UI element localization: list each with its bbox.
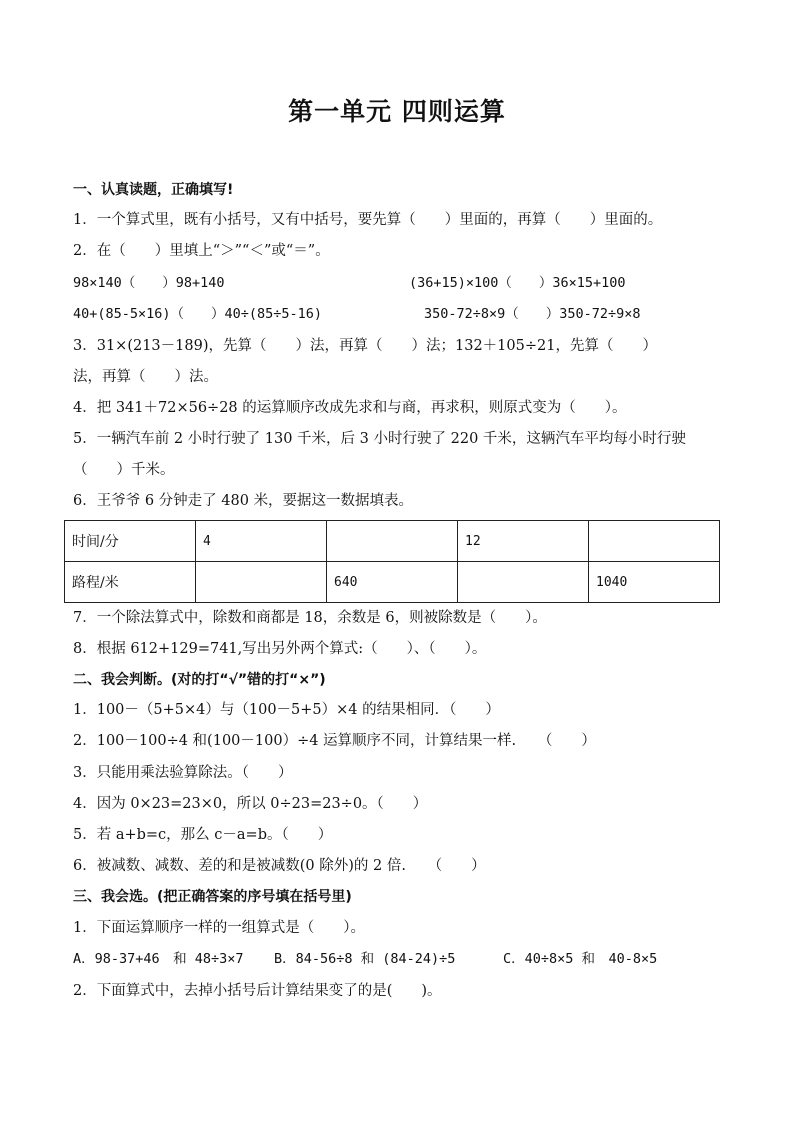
- table-cell: [196, 562, 327, 603]
- question-1-6: 6．王爷爷 6 分钟走了 480 米，要据这一数据填表。: [73, 493, 414, 509]
- question-2-6: 6．被减数、减数、差的和是被减数(0 除外)的 2 倍. （ ）: [73, 858, 486, 874]
- compare-c: 40+(85-5×16)（ ）40÷(85÷5-16): [73, 306, 323, 322]
- table-cell: 640: [327, 562, 458, 603]
- question-2-3: 3．只能用乘法验算除法。（ ）: [73, 765, 293, 781]
- compare-d: 350-72÷8×9（ ）350-72÷9×8: [424, 306, 641, 322]
- section3-heading: 三、我会选。(把正确答案的序号填在括号里): [73, 889, 352, 905]
- section1-heading: 一、认真读题，正确填写!: [73, 182, 234, 198]
- table-cell: 12: [458, 521, 589, 562]
- question-3-1-option-a: A．98-37+46 和 48÷3×7: [73, 951, 244, 967]
- question-3-1-option-b: B．84-56÷8 和 (84-24)÷5: [274, 951, 456, 967]
- table-cell: 4: [196, 521, 327, 562]
- question-1-3-line1: 3．31×(213－189)，先算（ ）法，再算（ ）法；132＋105÷21，先算（ ）: [73, 338, 657, 354]
- question-1-2: 2．在（ ）里填上“＞”“＜”或“＝”。: [73, 243, 330, 259]
- table-cell: 路程/米: [65, 562, 196, 603]
- question-1-4: 4．把 341＋72×56÷28 的运算顺序改成先求和与商，再求积，则原式变为（ ）。: [73, 400, 627, 416]
- question-1-5-line1: 5．一辆汽车前 2 小时行驶了 130 千米，后 3 小时行驶了 220 千米，这辆汽车平均每小时行驶: [73, 431, 686, 447]
- table-cell: [458, 562, 589, 603]
- question-1-5-line2: （ ）千米。: [73, 462, 175, 478]
- table-cell: [327, 521, 458, 562]
- table-cell: [589, 521, 720, 562]
- question-3-1-option-c: C．40÷8×5 和 40-8×5: [503, 951, 658, 967]
- section2-heading: 二、我会判断。(对的打“√”错的打“×”): [73, 672, 326, 688]
- compare-a: 98×140（ ）98+140: [73, 275, 225, 291]
- question-1-1: 1．一个算式里，既有小括号，又有中括号，要先算（ ）里面的，再算（ ）里面的。: [73, 212, 663, 228]
- question-2-2: 2．100－100÷4 和(100－100）÷4 运算顺序不同，计算结果一样. （ ）: [73, 733, 596, 749]
- time-distance-table: [64, 520, 720, 603]
- question-2-5: 5．若 a+b=c，那么 c－a=b。（ ）: [73, 827, 333, 843]
- question-1-7: 7．一个除法算式中，除数和商都是 18，余数是 6，则被除数是（ ）。: [73, 610, 547, 626]
- question-3-2: 2．下面算式中，去掉小括号后计算结果变了的是( )。: [73, 983, 442, 999]
- question-2-4: 4．因为 0×23=23×0，所以 0÷23=23÷0。（ ）: [73, 796, 428, 812]
- question-2-1: 1．100－（5+5×4）与（100－5+5）×4 的结果相同．（ ）: [73, 702, 500, 718]
- question-3-1: 1．下面运算顺序一样的一组算式是（ ）。: [73, 920, 365, 936]
- compare-b: (36+15)×100（ ）36×15+100: [409, 275, 626, 291]
- table-cell: 1040: [589, 562, 720, 603]
- table-row: [65, 562, 720, 603]
- question-1-8: 8．根据 612+129=741,写出另外两个算式:（ ）、（ ）。: [73, 641, 487, 657]
- table-row: [65, 521, 720, 562]
- table-cell: 时间/分: [65, 521, 196, 562]
- question-1-3-line2: 法，再算（ ）法。: [73, 369, 218, 385]
- page-title: 第一单元 四则运算: [288, 97, 506, 126]
